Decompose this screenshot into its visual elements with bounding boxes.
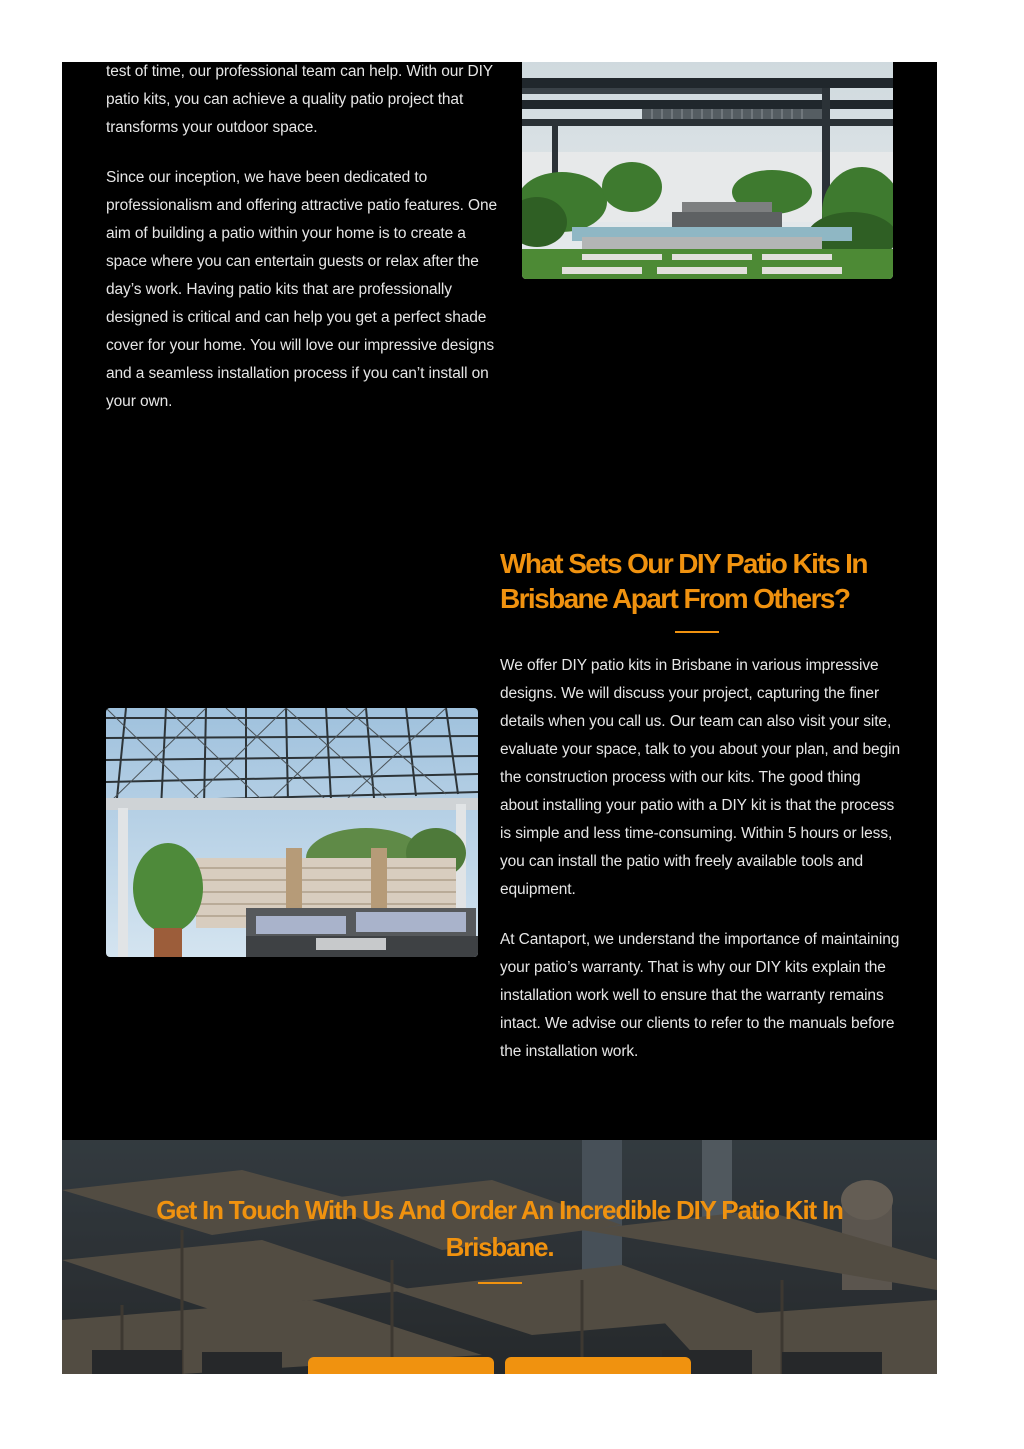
- cta-banner: [62, 1140, 937, 1374]
- cta-underline: [478, 1282, 522, 1284]
- cta-secondary-button[interactable]: [505, 1357, 691, 1374]
- cta-title: Get In Touch With Us And Order An Incredible DIY Patio Kit In Brisbane.: [156, 1195, 843, 1262]
- intro-text-column: [106, 62, 506, 416]
- cta-primary-button[interactable]: [308, 1357, 494, 1374]
- heading-underline: [675, 631, 719, 633]
- section-heading: What Sets Our DIY Patio Kits In Brisbane Apart From Others?: [500, 548, 867, 614]
- patio-garden-image: [522, 62, 893, 279]
- intro-paragraph-2: Since our inception, we have been dedicated to professionalism and offering attractive patio features. One aim of building a patio within your home is to create a space where you can entertain guests or relax after the day’s work. Having patio kits that are professionally designed is critical and can help you get a perfect shade cover for your home. You will love our impressive designs and a seamless installation process if you can’t install on your own.: [106, 169, 498, 410]
- patio-garden-illustration: [522, 62, 893, 279]
- page-content: [62, 62, 937, 1374]
- pergola-lounge-image: [106, 708, 478, 957]
- section-paragraph-2: At Cantaport, we understand the importance of maintaining your patio’s warranty. That is why our DIY kits explain the installation work well to ensure that the warranty remains intact. We advise our clients to refer to the manuals before the installation work.: [500, 931, 900, 1060]
- intro-paragraph-1: test of time, our professional team can help. With our DIY patio kits, you can achieve a quality patio project that transforms your outdoor space.: [106, 63, 493, 136]
- section-text-column: [500, 652, 900, 1066]
- section-paragraph-1: We offer DIY patio kits in Brisbane in various impressive designs. We will discuss your project, capturing the finer details when you call us. Our team can also visit your site, evaluate your space, talk to you about your plan, and begin the construction process with our kits. The good thing about installing your patio with a DIY kit is that the process is simple and less time-consuming. Within 5 hours or less, you can install the patio with freely available tools and equipment.: [500, 657, 900, 898]
- pergola-lounge-illustration: [106, 708, 478, 957]
